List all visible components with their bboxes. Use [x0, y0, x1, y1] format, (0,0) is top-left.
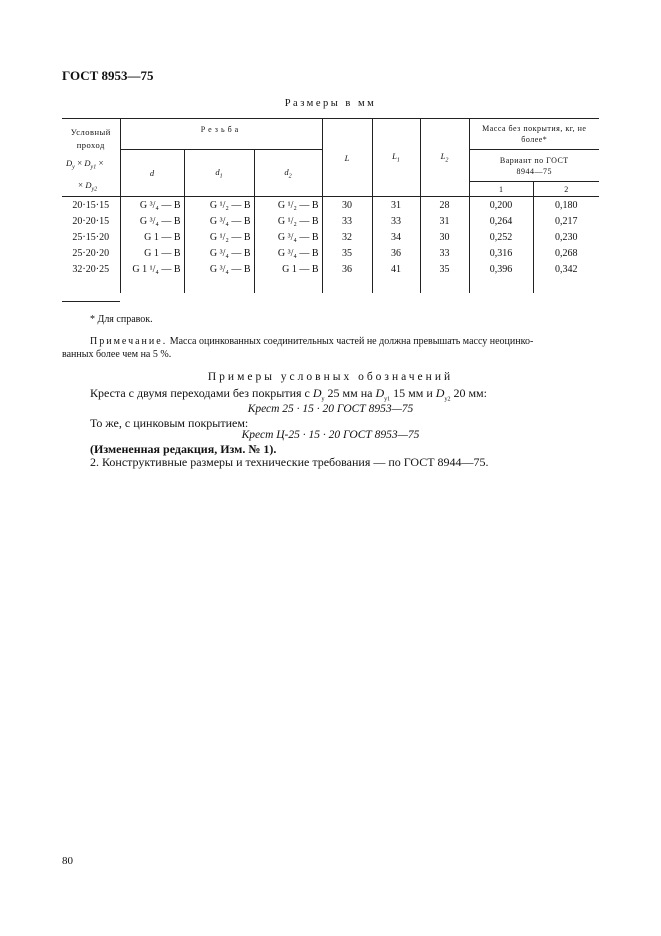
revision-note: (Измененная редакция, Изм. № 1).	[90, 442, 277, 456]
cell-d2: G ³/₄ — B	[254, 229, 322, 245]
header-L2: $L_2$	[420, 119, 469, 197]
cell-d: G ³/₄ — B	[120, 197, 184, 214]
table-bottom-spacer	[62, 277, 599, 293]
cell-d1: G ³/₄ — B	[184, 245, 254, 261]
cell-L: 33	[322, 213, 372, 229]
header-nominal-passage: Условный проход $D_у \times D_{у1}$ × × $D_{у2}$	[62, 119, 120, 197]
cell-passage: 25·15·20	[72, 231, 110, 243]
header-L: L	[322, 119, 372, 197]
cell-L1: 36	[372, 245, 420, 261]
note-paragraph	[62, 335, 600, 361]
cell-mass-2: 0,180	[533, 197, 599, 214]
dimensions-table	[62, 118, 599, 293]
cell-d: G 1 — B	[120, 245, 184, 261]
cell-mass-1: 0,200	[469, 197, 533, 214]
cell-d2: G ³/₄ — B	[254, 245, 322, 261]
designation-1: Крест 25 · 15 · 20 ГОСТ 8953—75	[247, 403, 414, 415]
document-header: ГОСТ 8953—75	[62, 68, 154, 83]
header-variant-2: 2	[533, 182, 599, 197]
cell-L: 32	[322, 229, 372, 245]
cell-mass-1: 0,316	[469, 245, 533, 261]
cell-d: G ³/₄ — B	[120, 213, 184, 229]
cell-passage: 20·20·15	[72, 215, 110, 227]
cell-passage: 32·20·25	[72, 263, 110, 275]
cell-d: G 1 — B	[120, 229, 184, 245]
cell-L1: 31	[372, 197, 420, 214]
cell-L: 35	[322, 245, 372, 261]
header-variant-1: 1	[469, 182, 533, 197]
table-row	[62, 197, 599, 214]
table-row	[62, 245, 599, 261]
cell-passage: 25·20·20	[72, 247, 110, 259]
note-continuation: ванных более чем на 5 %.	[62, 349, 172, 360]
cell-passage: 20·15·15	[72, 199, 110, 211]
example-line-2: То же, с цинковым покрытием:	[90, 416, 249, 430]
cell-d1: G ¹/₂ — B	[184, 229, 254, 245]
cell-L1: 41	[372, 261, 420, 277]
cell-L2: 28	[420, 197, 469, 214]
cell-mass-2: 0,217	[533, 213, 599, 229]
examples-heading: Примеры условных обозначений	[207, 371, 454, 383]
cell-mass-1: 0,396	[469, 261, 533, 277]
cell-d1: G ¹/₂ — B	[184, 197, 254, 214]
cell-d1: G ³/₄ — B	[184, 213, 254, 229]
cell-mass-1: 0,252	[469, 229, 533, 245]
cell-L1: 33	[372, 213, 420, 229]
header-mass: Масса без покрытия, кг, не более*	[469, 119, 599, 150]
designation-2: Крест Ц-25 · 15 · 20 ГОСТ 8953—75	[241, 429, 420, 441]
footnote-rule	[62, 301, 120, 302]
note-text: Масса оцинкованных соединительных частей не должна превышать массу неоцинко-	[167, 336, 534, 347]
header-L1: $L_1$	[372, 119, 420, 197]
header-d2: $d_2$	[254, 150, 322, 197]
cell-d2: G ¹/₂ — B	[254, 197, 322, 214]
note-lead: Примечание.	[90, 336, 168, 347]
cell-L2: 30	[420, 229, 469, 245]
page-number: 80	[62, 855, 73, 867]
cell-d2: G ¹/₂ — B	[254, 213, 322, 229]
footnote: * Для справок.	[90, 314, 153, 325]
cell-L2: 33	[420, 245, 469, 261]
header-d1: $d_1$	[184, 150, 254, 197]
table-row	[62, 229, 599, 245]
cell-L: 30	[322, 197, 372, 214]
cell-mass-2: 0,342	[533, 261, 599, 277]
cell-L: 36	[322, 261, 372, 277]
example-line-1: Креста с двумя переходами без покрытия с $D_у$ 25 мм на $D_{у1}$ 15 мм и $D_{у2}$ 20 мм:	[90, 386, 487, 403]
header-d: d	[120, 150, 184, 197]
cell-d2: G 1 — B	[254, 261, 322, 277]
cell-d1: G ³/₄ — B	[184, 261, 254, 277]
cell-mass-2: 0,268	[533, 245, 599, 261]
table-caption: Размеры в мм	[284, 98, 377, 109]
header-variant: Вариант по ГОСТ 8944—75	[469, 150, 599, 182]
cell-mass-2: 0,230	[533, 229, 599, 245]
cell-L1: 34	[372, 229, 420, 245]
header-thread: Резьба	[120, 119, 322, 150]
cell-L2: 35	[420, 261, 469, 277]
cell-mass-1: 0,264	[469, 213, 533, 229]
table-row	[62, 213, 599, 229]
table-row	[62, 261, 599, 277]
item-2: 2. Конструктивные размеры и технические требования — по ГОСТ 8944—75.	[90, 455, 489, 469]
cell-L2: 31	[420, 213, 469, 229]
cell-d: G 1 ¹/₄ — B	[120, 261, 184, 277]
